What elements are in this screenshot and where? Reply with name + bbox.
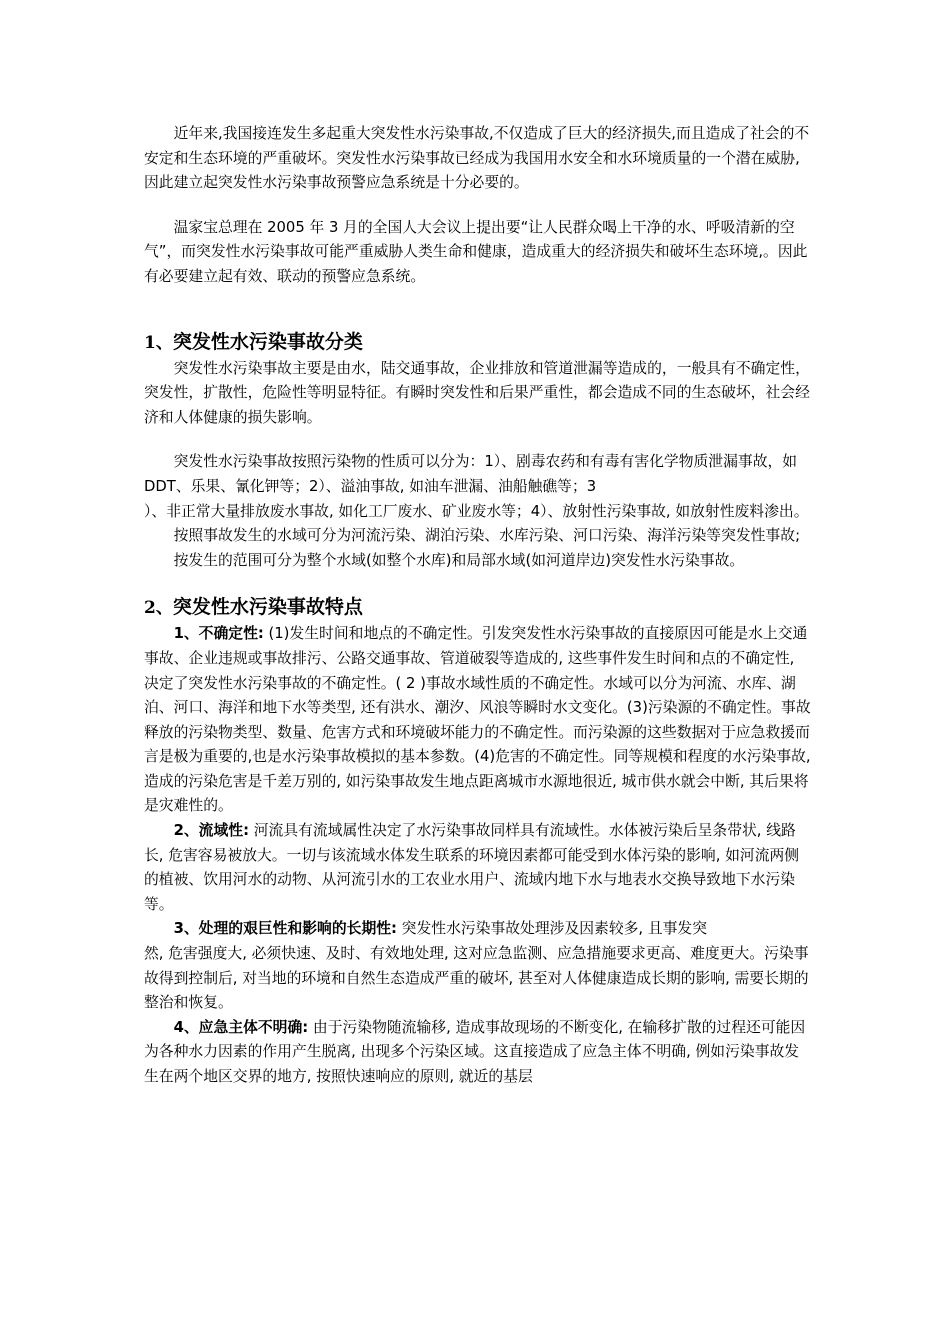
feature-item-3-continued: 然, 危害强度大, 必须快速、及时、有效地处理, 这对应急监测、应急措施要求更高、难度更大。污染事故得到控制后, 对当地的环境和自然生态造成严重的破坏, 甚至对人体健康造成长期的影响, 需要长期的整治和恢复。 (144, 945, 809, 1012)
section-1-paragraph-2b: ）、非正常大量排放废水事故, 如化工厂废水、矿业废水等；4）、放射性污染事故, 如放射性废料渗出。 (144, 502, 809, 520)
document-body (144, 122, 812, 1090)
feature-item-4-label: 4、应急主体不明确: (173, 1018, 309, 1036)
feature-item-3-text: 突发性水污染事故处理涉及因素较多, 且事发突 (396, 920, 708, 938)
intro-paragraph-2: 温家宝总理在 2005 年 3 月的全国人大会议上提出要“让人民群众喝上干净的水、呼吸清新的空气”，而突发性水污染事故可能严重威胁人类生命和健康，造成重大的经济损失和破坏生态环境,。因此有必要建立起有效、联动的预警应急系统。 (144, 218, 808, 285)
section-1-paragraph-2a: 突发性水污染事故按照污染物的性质可以分为：1）、剧毒农药和有毒有害化学物质泄漏事故，如 DDT、乐果、氰化钾等；2）、溢油事故, 如油车泄漏、油船触礁等；3 (144, 453, 798, 495)
feature-item-3-label: 3、处理的艰巨性和影响的长期性: (173, 920, 397, 938)
section-1-paragraph-1: 突发性水污染事故主要是由水，陆交通事故，企业排放和管道泄漏等造成的，一般具有不确定性，突发性，扩散性，危险性等明显特征。有瞬时突发性和后果严重性，都会造成不同的生态破坏，社会经济和人体健康的损失影响。 (144, 359, 810, 426)
section-1-paragraph-3: 按照事故发生的水域可分为河流污染、湖泊污染、水库污染、河口污染、海洋污染等突发性事故; (173, 527, 801, 545)
feature-item-1-text: (1)发生时间和地点的不确定性。引发突发性水污染事故的直接原因可能是水上交通事故、企业违规或事故排污、公路交通事故、管道破裂等造成的, 这些事件发生时间和点的不确定性, 决定了突发性水污染事故的不确定性。( 2 )事故水域性质的不确定性。水域可以分为河流、水库、湖泊、河口、海洋和地下水等类型, 还有洪水、潮汐、风浪等瞬时水文变化。(3)污染源的不确定性。事故释放的污染物类型、数量、危害方式和环境破坏能力的不确定性。而污染源的这些数据对于应急救援而言是极为重要的,也是水污染事故模拟的基本参数。(4)危害的不确定性。同等规模和程度的水污染事故, 造成的污染危害是千差万别的, 如污染事故发生地点距离城市水源地很近, 城市供水就会中断, 其后果将是灾难性的。 (144, 625, 811, 815)
section-1-number: 1、 (144, 332, 173, 353)
feature-item-4 (144, 1016, 812, 1090)
feature-item-1 (144, 622, 812, 819)
section-1-title: 突发性水污染事故分类 (172, 330, 363, 353)
feature-item-1-label: 1、不确定性: (173, 625, 264, 643)
feature-item-3 (144, 917, 812, 942)
intro-paragraph-1: 近年来,我国接连发生多起重大突发性水污染事故,不仅造成了巨大的经济损失,而且造成了社会的不安定和生态环境的严重破坏。突发性水污染事故已经成为我国用水安全和水环境质量的一个潜在威胁,因此建立起突发性水污染事故预警应急系统是十分必要的。 (144, 125, 810, 192)
feature-item-2-label: 2、流域性: (173, 822, 249, 840)
section-2-title: 突发性水污染事故特点 (172, 596, 363, 619)
section-1-paragraph-4: 按发生的范围可分为整个水域(如整个水库)和局部水域(如河道岸边)突发性水污染事故。 (173, 551, 745, 569)
section-1-heading (144, 328, 812, 357)
feature-item-2 (144, 819, 812, 917)
section-2-number: 2、 (144, 598, 173, 619)
feature-item-4-text: 由于污染物随流输移, 造成事故现场的不断变化, 在输移扩散的过程还可能因为各种水力因素的作用产生脱离, 出现多个污染区域。这直接造成了应急主体不明确, 例如污染事故发生在两个地区交界的地方, 按照快速响应的原则, 就近的基层 (144, 1018, 806, 1085)
feature-item-2-text: 河流具有流域属性决定了水污染事故同样具有流域性。水体被污染后呈条带状, 线路长, 危害容易被放大。一切与该流域水体发生联系的环境因素都可能受到水体污染的影响, 如河流两侧的植被、饮用河水的动物、从河流引水的工农业水用户、流域内地下水与地表水交换导致地下水污染等。 (144, 822, 800, 913)
section-2-heading (144, 593, 812, 622)
